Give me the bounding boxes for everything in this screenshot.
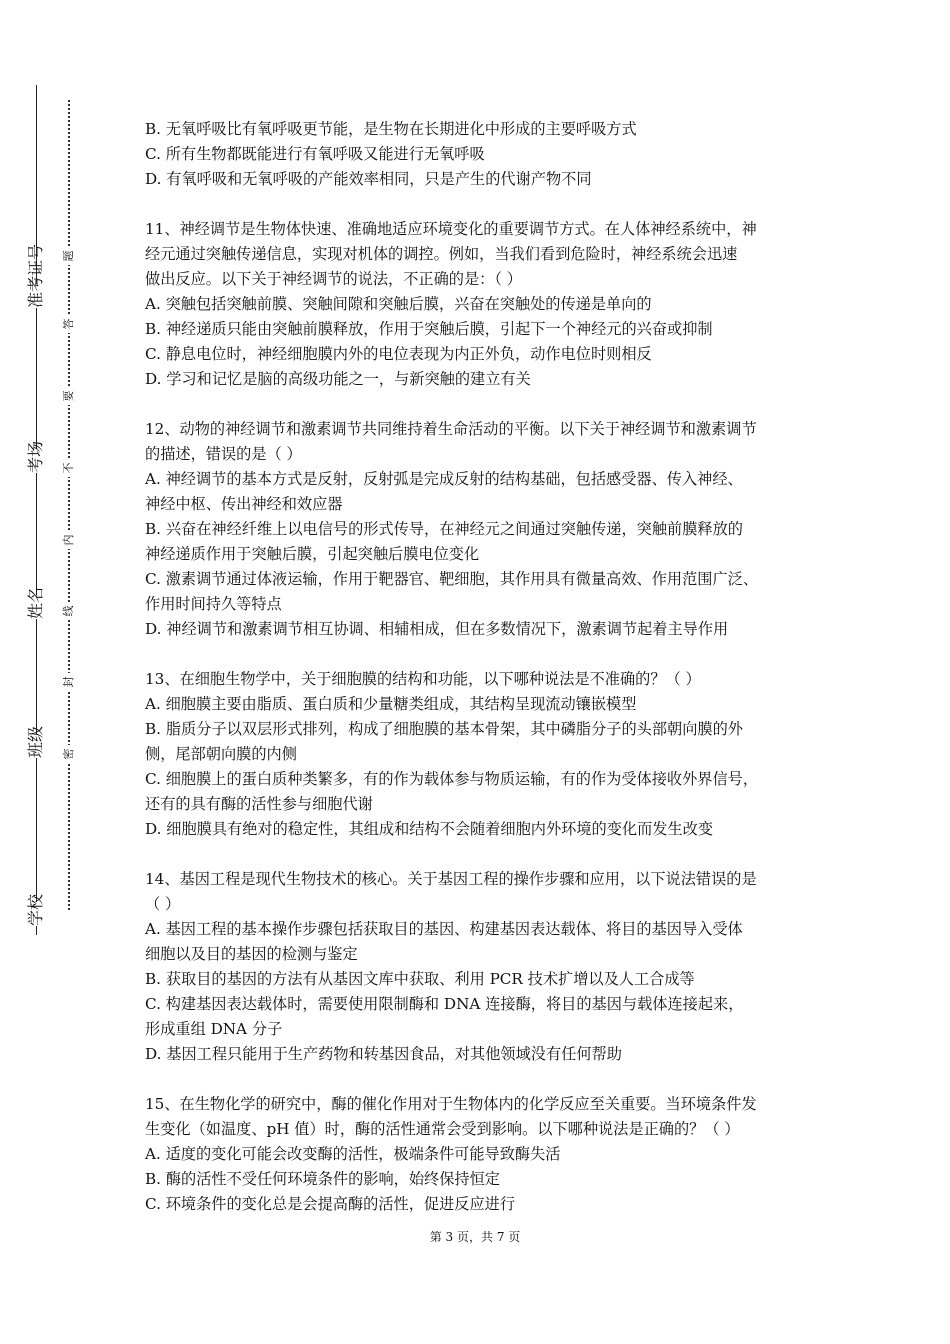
seal-char: 密: [63, 745, 75, 763]
field-school-label: 学校: [26, 893, 45, 926]
seal-char: 内: [63, 531, 75, 549]
text-line: 还有的具有酶的活性参与细胞代谢: [145, 795, 373, 813]
text-line: （ ）: [145, 895, 181, 913]
paragraph-gap: [145, 192, 815, 217]
text-line: D. 神经调节和激素调节相互协调、相辅相成，但在多数情况下，激素调节起着主导作用: [145, 620, 729, 638]
text-line: C. 环境条件的变化总是会提高酶的活性，促进反应进行: [145, 1195, 516, 1213]
binding-solid-line: [36, 85, 37, 935]
text-line: D. 有氧呼吸和无氧呼吸的产能效率相同，只是产生的代谢产物不同: [145, 170, 592, 188]
seal-dotted-line: [68, 100, 70, 910]
seal-char: 不: [63, 459, 75, 477]
text-line: 11、神经调节是生物体快速、准确地适应环境变化的重要调节方式。在人体神经系统中，神: [145, 220, 757, 238]
text-line: A. 神经调节的基本方式是反射，反射弧是完成反射的结构基础，包括感受器、传入神经、: [145, 470, 743, 488]
text-line: B. 神经递质只能由突触前膜释放，作用于突触后膜，引起下一个神经元的兴奋或抑制: [145, 320, 713, 338]
text-line: 作用时间持久等特点: [145, 595, 282, 613]
text-line: 神经递质作用于突触后膜，引起突触后膜电位变化: [145, 545, 480, 563]
field-name-label: 姓名: [26, 586, 45, 619]
seal-char: 线: [63, 602, 75, 620]
seal-char: 封: [63, 673, 75, 691]
text-line: B. 获取目的基因的方法有从基因文库中获取、利用 PCR 技术扩增以及人工合成等: [145, 970, 695, 988]
text-line: C. 激素调节通过体液运输，作用于靶器官、靶细胞，其作用具有微量高效、作用范围广泛、: [145, 570, 759, 588]
text-line: C. 所有生物都既能进行有氧呼吸又能进行无氧呼吸: [145, 145, 485, 163]
text-line: 形成重组 DNA 分子: [145, 1020, 283, 1038]
text-line: B. 脂质分子以双层形式排列，构成了细胞膜的基本骨架，其中磷脂分子的头部朝向膜的外: [145, 720, 743, 738]
text-line: A. 适度的变化可能会改变酶的活性，极端条件可能导致酶失活: [145, 1145, 561, 1163]
text-line: 做出反应。以下关于神经调节的说法，不正确的是：（ ）: [145, 270, 522, 288]
text-line: 生变化（如温度、pH 值）时，酶的活性通常会受到影响。以下哪种说法是正确的？（ ）: [145, 1120, 740, 1138]
paragraph-gap: [145, 1067, 815, 1092]
paragraph-gap: [145, 392, 815, 417]
text-line: B. 无氧呼吸比有氧呼吸更节能，是生物在长期进化中形成的主要呼吸方式: [145, 120, 637, 138]
text-line: C. 细胞膜上的蛋白质种类繁多，有的作为载体参与物质运输，有的作为受体接收外界信号，: [145, 770, 759, 788]
page-footer: 第 3 页，共 7 页: [429, 1230, 521, 1244]
paragraph-gap: [145, 642, 815, 667]
text-line: D. 基因工程只能用于生产药物和转基因食品，对其他领域没有任何帮助: [145, 1045, 622, 1063]
question-content: [145, 117, 815, 1217]
text-line: 侧，尾部朝向膜的内侧: [145, 745, 297, 763]
seal-char: 题: [63, 247, 75, 265]
text-line: D. 学习和记忆是脑的高级功能之一，与新突触的建立有关: [145, 370, 531, 388]
text-line: D. 细胞膜具有绝对的稳定性，其组成和结构不会随着细胞内外环境的变化而发生改变: [145, 820, 714, 838]
text-line: A. 突触包括突触前膜、突触间隙和突触后膜，兴奋在突触处的传递是单向的: [145, 295, 652, 313]
text-line: B. 酶的活性不受任何环境条件的影响，始终保持恒定: [145, 1170, 500, 1188]
text-line: C. 静息电位时，神经细胞膜内外的电位表现为内正外负，动作电位时则相反: [145, 345, 652, 363]
text-line: 的描述，错误的是（ ）: [145, 445, 302, 463]
text-line: 13、在细胞生物学中，关于细胞膜的结构和功能，以下哪种说法是不准确的？（ ）: [145, 670, 701, 688]
text-line: 神经中枢、传出神经和效应器: [145, 495, 343, 513]
text-line: 15、在生物化学的研究中，酶的催化作用对于生物体内的化学反应至关重要。当环境条件发: [145, 1095, 757, 1113]
text-line: 经元通过突触传递信息，实现对机体的调控。例如，当我们看到危险时，神经系统会迅速: [145, 245, 738, 263]
text-line: C. 构建基因表达载体时，需要使用限制酶和 DNA 连接酶，将目的基因与载体连接起来，: [145, 995, 744, 1013]
binding-margin: [0, 0, 120, 1344]
text-line: B. 兴奋在神经纤维上以电信号的形式传导，在神经元之间通过突触传递，突触前膜释放的: [145, 520, 743, 538]
text-line: 细胞以及目的基因的检测与鉴定: [145, 945, 358, 963]
field-class-label: 班级: [26, 725, 45, 758]
paragraph-gap: [145, 842, 815, 867]
text-line: 14、基因工程是现代生物技术的核心。关于基因工程的操作步骤和应用，以下说法错误的是: [145, 870, 757, 888]
field-exam-id-label: 准考证号: [26, 243, 45, 308]
seal-char: 答: [63, 315, 75, 333]
field-exam-room-label: 考场: [26, 440, 45, 473]
text-line: A. 细胞膜主要由脂质、蛋白质和少量糖类组成，其结构呈现流动镶嵌模型: [145, 695, 637, 713]
text-line: 12、动物的神经调节和激素调节共同维持着生命活动的平衡。以下关于神经调节和激素调节: [145, 420, 757, 438]
text-line: A. 基因工程的基本操作步骤包括获取目的基因、构建基因表达载体、将目的基因导入受体: [145, 920, 743, 938]
seal-char: 要: [63, 387, 75, 405]
